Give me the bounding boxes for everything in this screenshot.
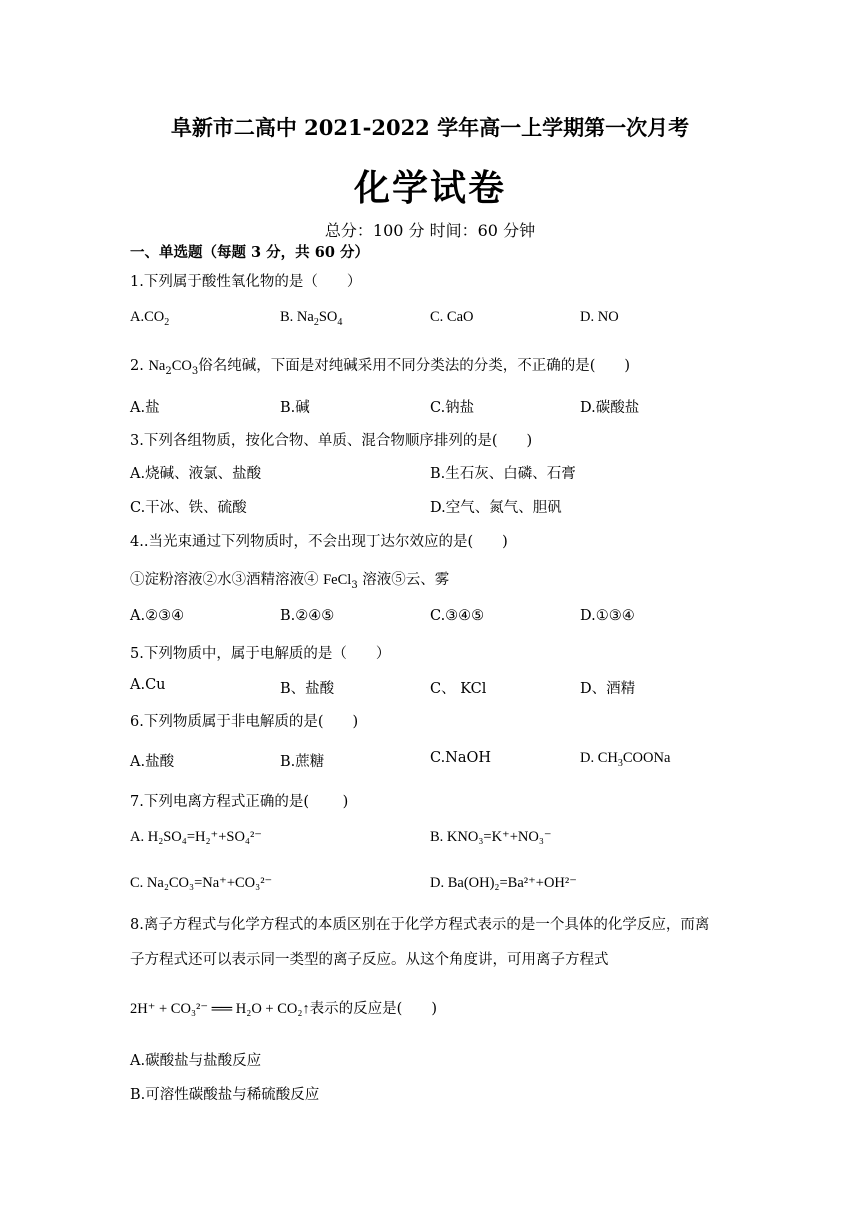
question-3-stem: 3.下列各组物质，按化合物、单质、混合物顺序排列的是( ) [130, 433, 533, 449]
question-3-option-d: D.空气、氮气、胆矾 [430, 500, 562, 516]
question-2-option-b: B.碱 [280, 400, 310, 416]
question-8-line-1: 8.离子方程式与化学方程式的本质区别在于化学方程式表示的是一个具体的化学反应，而离 [130, 917, 710, 933]
question-1-option-b: B. $Na_2SO_4$ [280, 309, 343, 328]
question-6-stem: 6.下列物质属于非电解质的是( ) [130, 714, 359, 730]
question-4-items: ①淀粉溶液②水③酒精溶液④ FeCl$_3$ 溶液⑤云、雾 [130, 572, 450, 591]
question-8-option-a: A.碳酸盐与盐酸反应 [130, 1053, 262, 1069]
school-title: 阜新市二高中 2021-2022 学年高一上学期第一次月考 [170, 115, 690, 140]
question-3-option-c: C.干冰、铁、硫酸 [130, 500, 247, 516]
question-7-option-d: D. Ba(OH)₂=Ba²⁺+OH²⁻ [430, 875, 577, 891]
section-heading: 一、单选题（每题 3 分，共 60 分） [130, 244, 369, 261]
question-7-option-c: C. Na₂CO₃=Na⁺+CO₃²⁻ [130, 875, 273, 891]
question-4-option-a: A.②③④ [130, 608, 185, 624]
question-7-option-b: B. KNO₃=K⁺+NO₃⁻ [430, 829, 552, 845]
question-4-option-d: D.①③④ [580, 608, 635, 624]
question-2-option-a: A.盐 [130, 400, 160, 416]
question-6-option-c: C.NaOH [430, 750, 492, 766]
question-5-option-d: D、酒精 [580, 681, 636, 697]
question-2-stem: 2. $Na_2CO_3$俗名纯碱，下面是对纯碱采用不同分类法的分类，不正确的是( ) [130, 358, 631, 377]
ionic-equation: 2H⁺ + CO₃²⁻ ══ H₂O + CO₂↑ [130, 1001, 310, 1017]
question-6-option-a: A.盐酸 [130, 754, 175, 770]
question-6-option-b: B.蔗糖 [280, 754, 325, 770]
question-4-stem: 4..当光束通过下列物质时，不会出现丁达尔效应的是( ) [130, 534, 508, 550]
question-5-option-a: A.Cu [130, 677, 166, 693]
question-8-option-b: B.可溶性碳酸盐与稀硫酸反应 [130, 1087, 320, 1103]
question-2-option-c: C.钠盐 [430, 400, 475, 416]
question-3-option-a: A.烧碱、液氯、盐酸 [130, 466, 262, 482]
question-7-stem: 7.下列电离方程式正确的是( ) [130, 794, 349, 810]
question-4-option-b: B.②④⑤ [280, 608, 335, 624]
question-5-option-c: C、 KCl [430, 681, 487, 697]
question-5-stem: 5.下列物质中，属于电解质的是（ ） [130, 646, 391, 662]
question-8-line-2: 子方程式还可以表示同一类型的离子反应。从这个角度讲，可用离子方程式 [130, 952, 609, 968]
subject-title: 化学试卷 [353, 167, 506, 209]
question-1-option-a: $A.CO_2$ [130, 309, 170, 328]
question-2-option-d: D.碳酸盐 [580, 400, 640, 416]
question-6-option-d: D. $CH_3COONa$ [580, 750, 671, 769]
score-time-info: 总分：100 分 时间：60 分钟 [324, 221, 536, 240]
question-3-option-b: B.生石灰、白磷、石膏 [430, 466, 576, 482]
question-7-option-a: A. H₂SO₄=H₂⁺+SO₄²⁻ [130, 829, 262, 845]
question-1-option-d: D. NO [580, 309, 619, 325]
question-1-option-c: C. CaO [430, 309, 474, 325]
question-1-stem: 1.下列属于酸性氧化物的是（ ） [130, 274, 362, 290]
question-4-option-c: C.③④⑤ [430, 608, 485, 624]
question-5-option-b: B、盐酸 [280, 681, 335, 697]
question-8-equation-line: 2H⁺ + CO₃²⁻ ══ H₂O + CO₂↑表示的反应是( ) [130, 1001, 437, 1017]
